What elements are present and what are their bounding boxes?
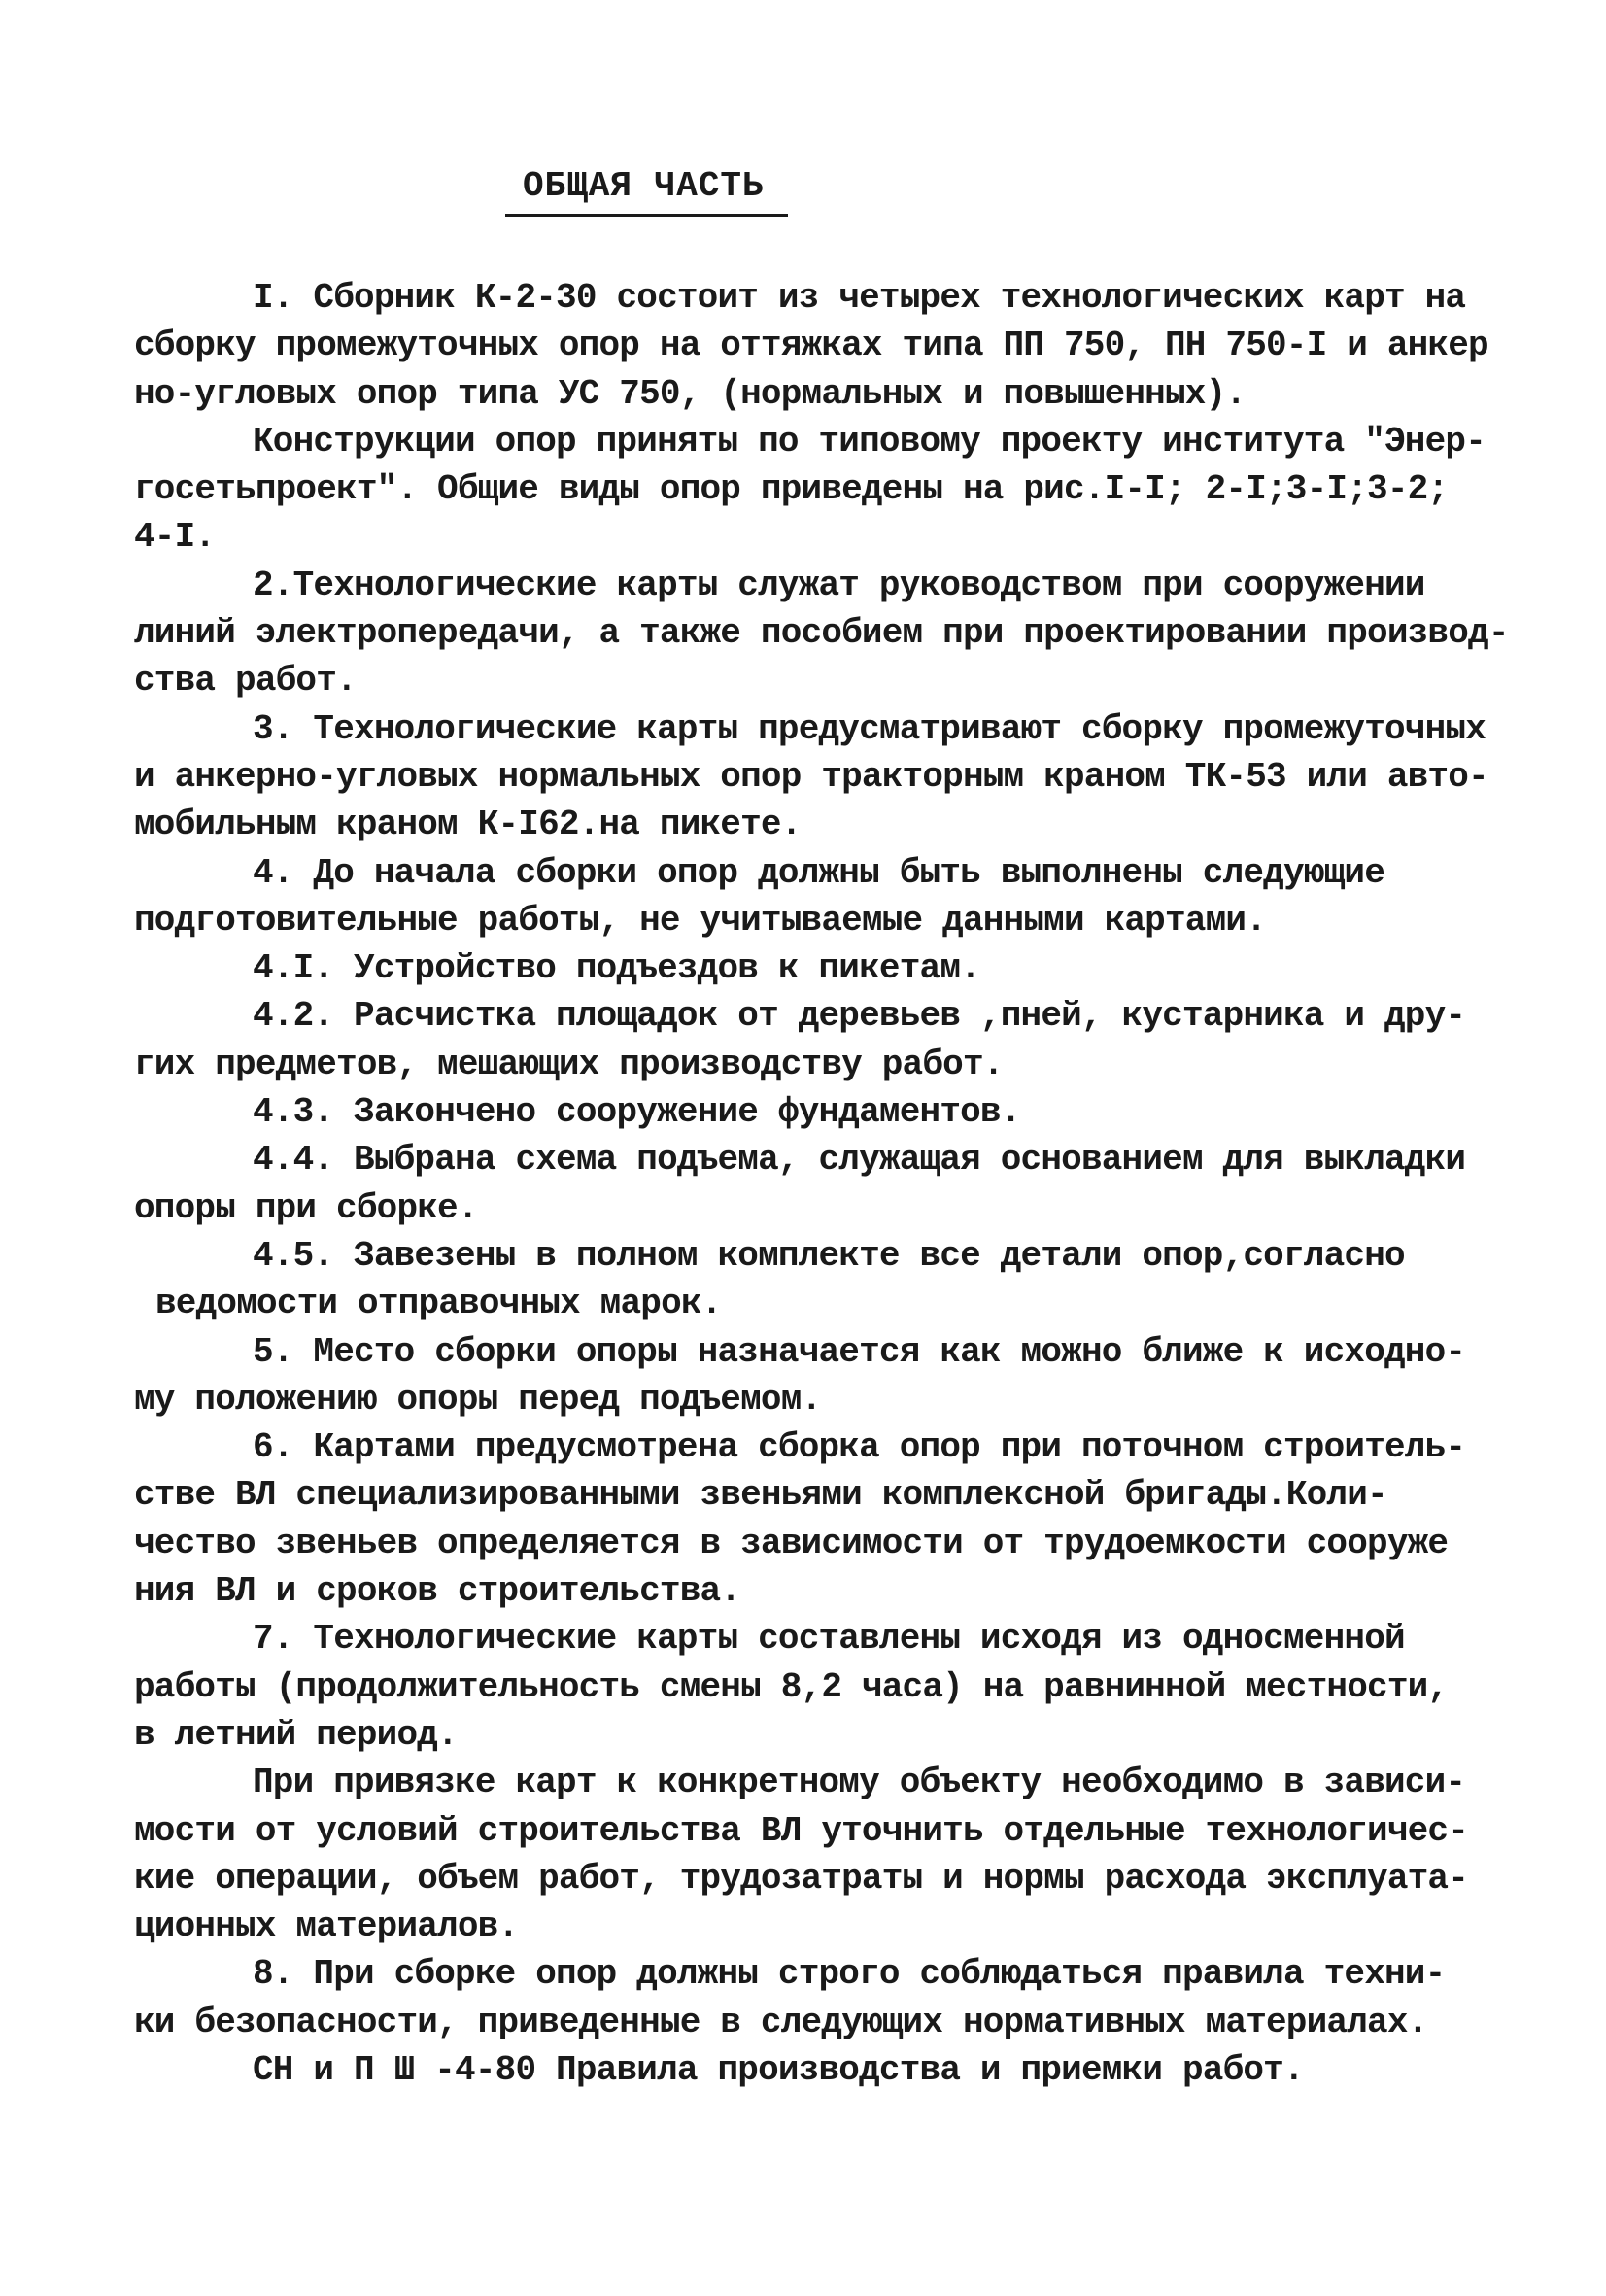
text-line: 4.2. Расчистка площадок от деревьев ,пней, кустарника и дру- [253,996,1466,1037]
text-line: 6. Картами предусмотрена сборка опор при поточном строитель- [253,1427,1466,1468]
text-line: му положению опоры перед подъемом. [134,1379,822,1420]
text-line: гих предметов, мешающих производству работ. [134,1044,1004,1084]
text-line: ния ВЛ и сроков строительства. [134,1571,741,1612]
text-line: подготовительные работы, не учитываемые данными картами. [134,900,1266,941]
text-line: в летний период. [134,1714,458,1755]
text-line: ки безопасности, приведенные в следующих нормативных материалах. [134,2002,1428,2042]
text-line: стве ВЛ специализированными звеньями комплексной бригады.Коли- [134,1475,1387,1516]
text-line: и анкерно-угловых нормальных опор тракторным краном ТК-53 или авто- [134,756,1488,797]
text-line: кие операции, объем работ, трудозатраты и нормы расхода эксплуата- [134,1858,1469,1899]
text-line: ведомости отправочных марок. [155,1284,722,1324]
text-line: 3. Технологические карты предусматривают сборку промежуточных [253,708,1486,749]
text-line: 4.I. Устройство подъездов к пикетам. [253,948,980,989]
text-line: чество звеньев определяется в зависимости от трудоемкости сооруже [134,1523,1449,1563]
text-line: 4-I. [134,517,216,558]
section-title: ОБЩАЯ ЧАСТЬ [505,163,788,217]
text-line: ства работ. [134,661,357,702]
text-line: 4.4. Выбрана схема подъема, служащая основанием для выкладки [253,1140,1466,1181]
body-text [134,274,1509,2094]
text-line: 2.Технологические карты служат руководством при сооружении [253,565,1425,605]
text-line: мости от условий строительства ВЛ уточнить отдельные технологичес- [134,1810,1469,1851]
text-line: I. Сборник К-2-30 состоит из четырех технологических карт на [253,278,1466,318]
text-line: но-угловых опор типа УС 750, (нормальных и повышенных). [134,373,1247,414]
text-line: линий электропередачи, а также пособием при проектировании производ- [134,613,1509,654]
text-line: Конструкции опор приняты по типовому проекту института "Энер- [253,421,1486,462]
text-line: опоры при сборке. [134,1187,478,1228]
text-line: При привязке карт к конкретному объекту необходимо в зависи- [253,1763,1466,1803]
text-line: 5. Место сборки опоры назначается как можно ближе к исходно- [253,1331,1466,1372]
text-line: СН и П Ш -4-80 Правила производства и приемки работ. [253,2049,1304,2090]
text-line: мобильным краном К-I62.на пикете. [134,805,802,845]
text-line: госетьпроект". Общие виды опор приведены на рис.I-I; 2-I;3-I;3-2; [134,469,1449,510]
text-line: 4.5. Завезены в полном комплекте все детали опор,согласно [253,1235,1405,1276]
text-line: 8. При сборке опор должны строго соблюдаться правила техни- [253,1954,1446,1995]
text-line: сборку промежуточных опор на оттяжках типа ПП 750, ПН 750-I и анкер [134,326,1488,366]
text-line: 7. Технологические карты составлены исходя из односменной [253,1619,1405,1660]
text-line: работы (продолжительность смены 8,2 часа) на равнинной местности, [134,1666,1449,1707]
text-line: 4.3. Закончено сооружение фундаментов. [253,1092,1021,1133]
text-line: 4. До начала сборки опор должны быть выполнены следующие [253,852,1384,893]
text-line: ционных материалов. [134,1906,519,1947]
